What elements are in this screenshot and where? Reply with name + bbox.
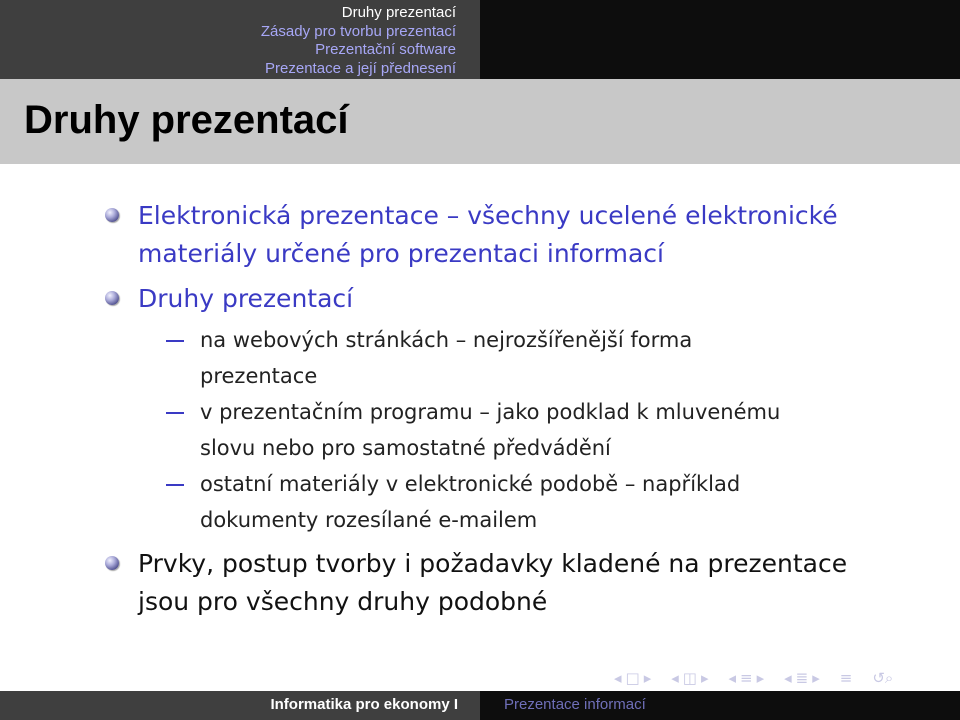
navigation-symbols <box>612 666 911 690</box>
footer-left <box>0 691 480 720</box>
frame-title-band <box>0 79 960 164</box>
list-item-line: Prvky, postup tvorby i požadavky kladené na prezentace <box>138 549 848 578</box>
dash-bullet-icon <box>166 340 184 342</box>
list-item <box>138 545 847 621</box>
nav-left-arrow-icon[interactable]: ◂ <box>728 669 737 687</box>
section-link-prednes[interactable]: Prezentace a její přednesení <box>265 59 456 77</box>
footer-title: Prezentace informací <box>504 696 646 713</box>
section-navigation <box>261 4 456 78</box>
back-search-icon[interactable]: ↺⌕ <box>872 669 894 687</box>
subsection-navigation <box>669 669 710 687</box>
dash-bullet-icon <box>166 412 184 414</box>
sub-list-item-line: ostatní materiály v elektronické podobě – například <box>200 472 741 496</box>
header-right <box>480 0 960 79</box>
document-icon[interactable]: ≣ <box>795 669 809 687</box>
ball-bullet-icon <box>105 291 119 305</box>
list-item <box>138 197 838 273</box>
sub-list-item <box>200 322 692 394</box>
sub-list-item-line: v prezentačním programu – jako podklad k mluvenému <box>200 400 781 424</box>
sub-list-item <box>200 394 780 466</box>
nav-left-arrow-icon[interactable]: ◂ <box>784 669 792 687</box>
ball-bullet-icon <box>105 208 119 222</box>
section-link-zasady[interactable]: Zásady pro tvorbu prezentací <box>260 22 456 40</box>
list-item-line: materiály určené pro prezentaci informací <box>138 239 664 268</box>
dash-bullet-icon <box>166 484 184 486</box>
section-link-druhy-prezentaci[interactable]: Druhy prezentací <box>341 4 456 21</box>
footer-bar <box>0 691 960 720</box>
frame-title: Druhy prezentací <box>24 98 349 142</box>
section-icon[interactable]: ≡ <box>740 669 753 687</box>
sub-list-item <box>200 466 740 538</box>
footer-right <box>480 691 960 720</box>
subsection-icon[interactable]: ◫ <box>682 669 697 687</box>
header-bar <box>0 0 960 79</box>
sub-list-item-line: dokumenty rozesílané e-mailem <box>200 508 538 532</box>
footer-author: Informatika pro ekonomy I <box>270 696 458 713</box>
ball-bullet-icon <box>105 556 119 570</box>
sub-list-item-line: prezentace <box>200 364 318 388</box>
nav-right-arrow-icon[interactable]: ▸ <box>812 669 820 687</box>
frame-navigation <box>612 669 653 687</box>
list-item-line: Druhy prezentací <box>138 284 354 313</box>
nav-left-arrow-icon[interactable]: ◂ <box>614 669 622 687</box>
align-icon[interactable]: ≡ <box>839 669 853 687</box>
section-link-software[interactable]: Prezentační software <box>315 41 456 58</box>
nav-left-arrow-icon[interactable]: ◂ <box>671 669 679 687</box>
header-left <box>0 0 480 79</box>
frame-icon[interactable]: □ <box>625 669 640 687</box>
search-navigation <box>870 669 895 687</box>
nav-right-arrow-icon[interactable]: ▸ <box>700 669 709 687</box>
list-item-line: Elektronická prezentace – všechny ucelené elektronické <box>138 201 838 230</box>
document-navigation <box>782 669 822 687</box>
appendix-navigation <box>838 669 855 687</box>
nav-right-arrow-icon[interactable]: ▸ <box>643 669 652 687</box>
list-item-line: jsou pro všechny druhy podobné <box>138 587 548 616</box>
sub-list-item-line: na webových stránkách – nejrozšířenější forma <box>200 328 693 352</box>
section-navigation-symbols <box>727 669 767 687</box>
nav-right-arrow-icon[interactable]: ▸ <box>756 669 765 687</box>
list-item <box>138 280 353 318</box>
sub-list-item-line: slovu nebo pro samostatné předvádění <box>200 436 611 460</box>
